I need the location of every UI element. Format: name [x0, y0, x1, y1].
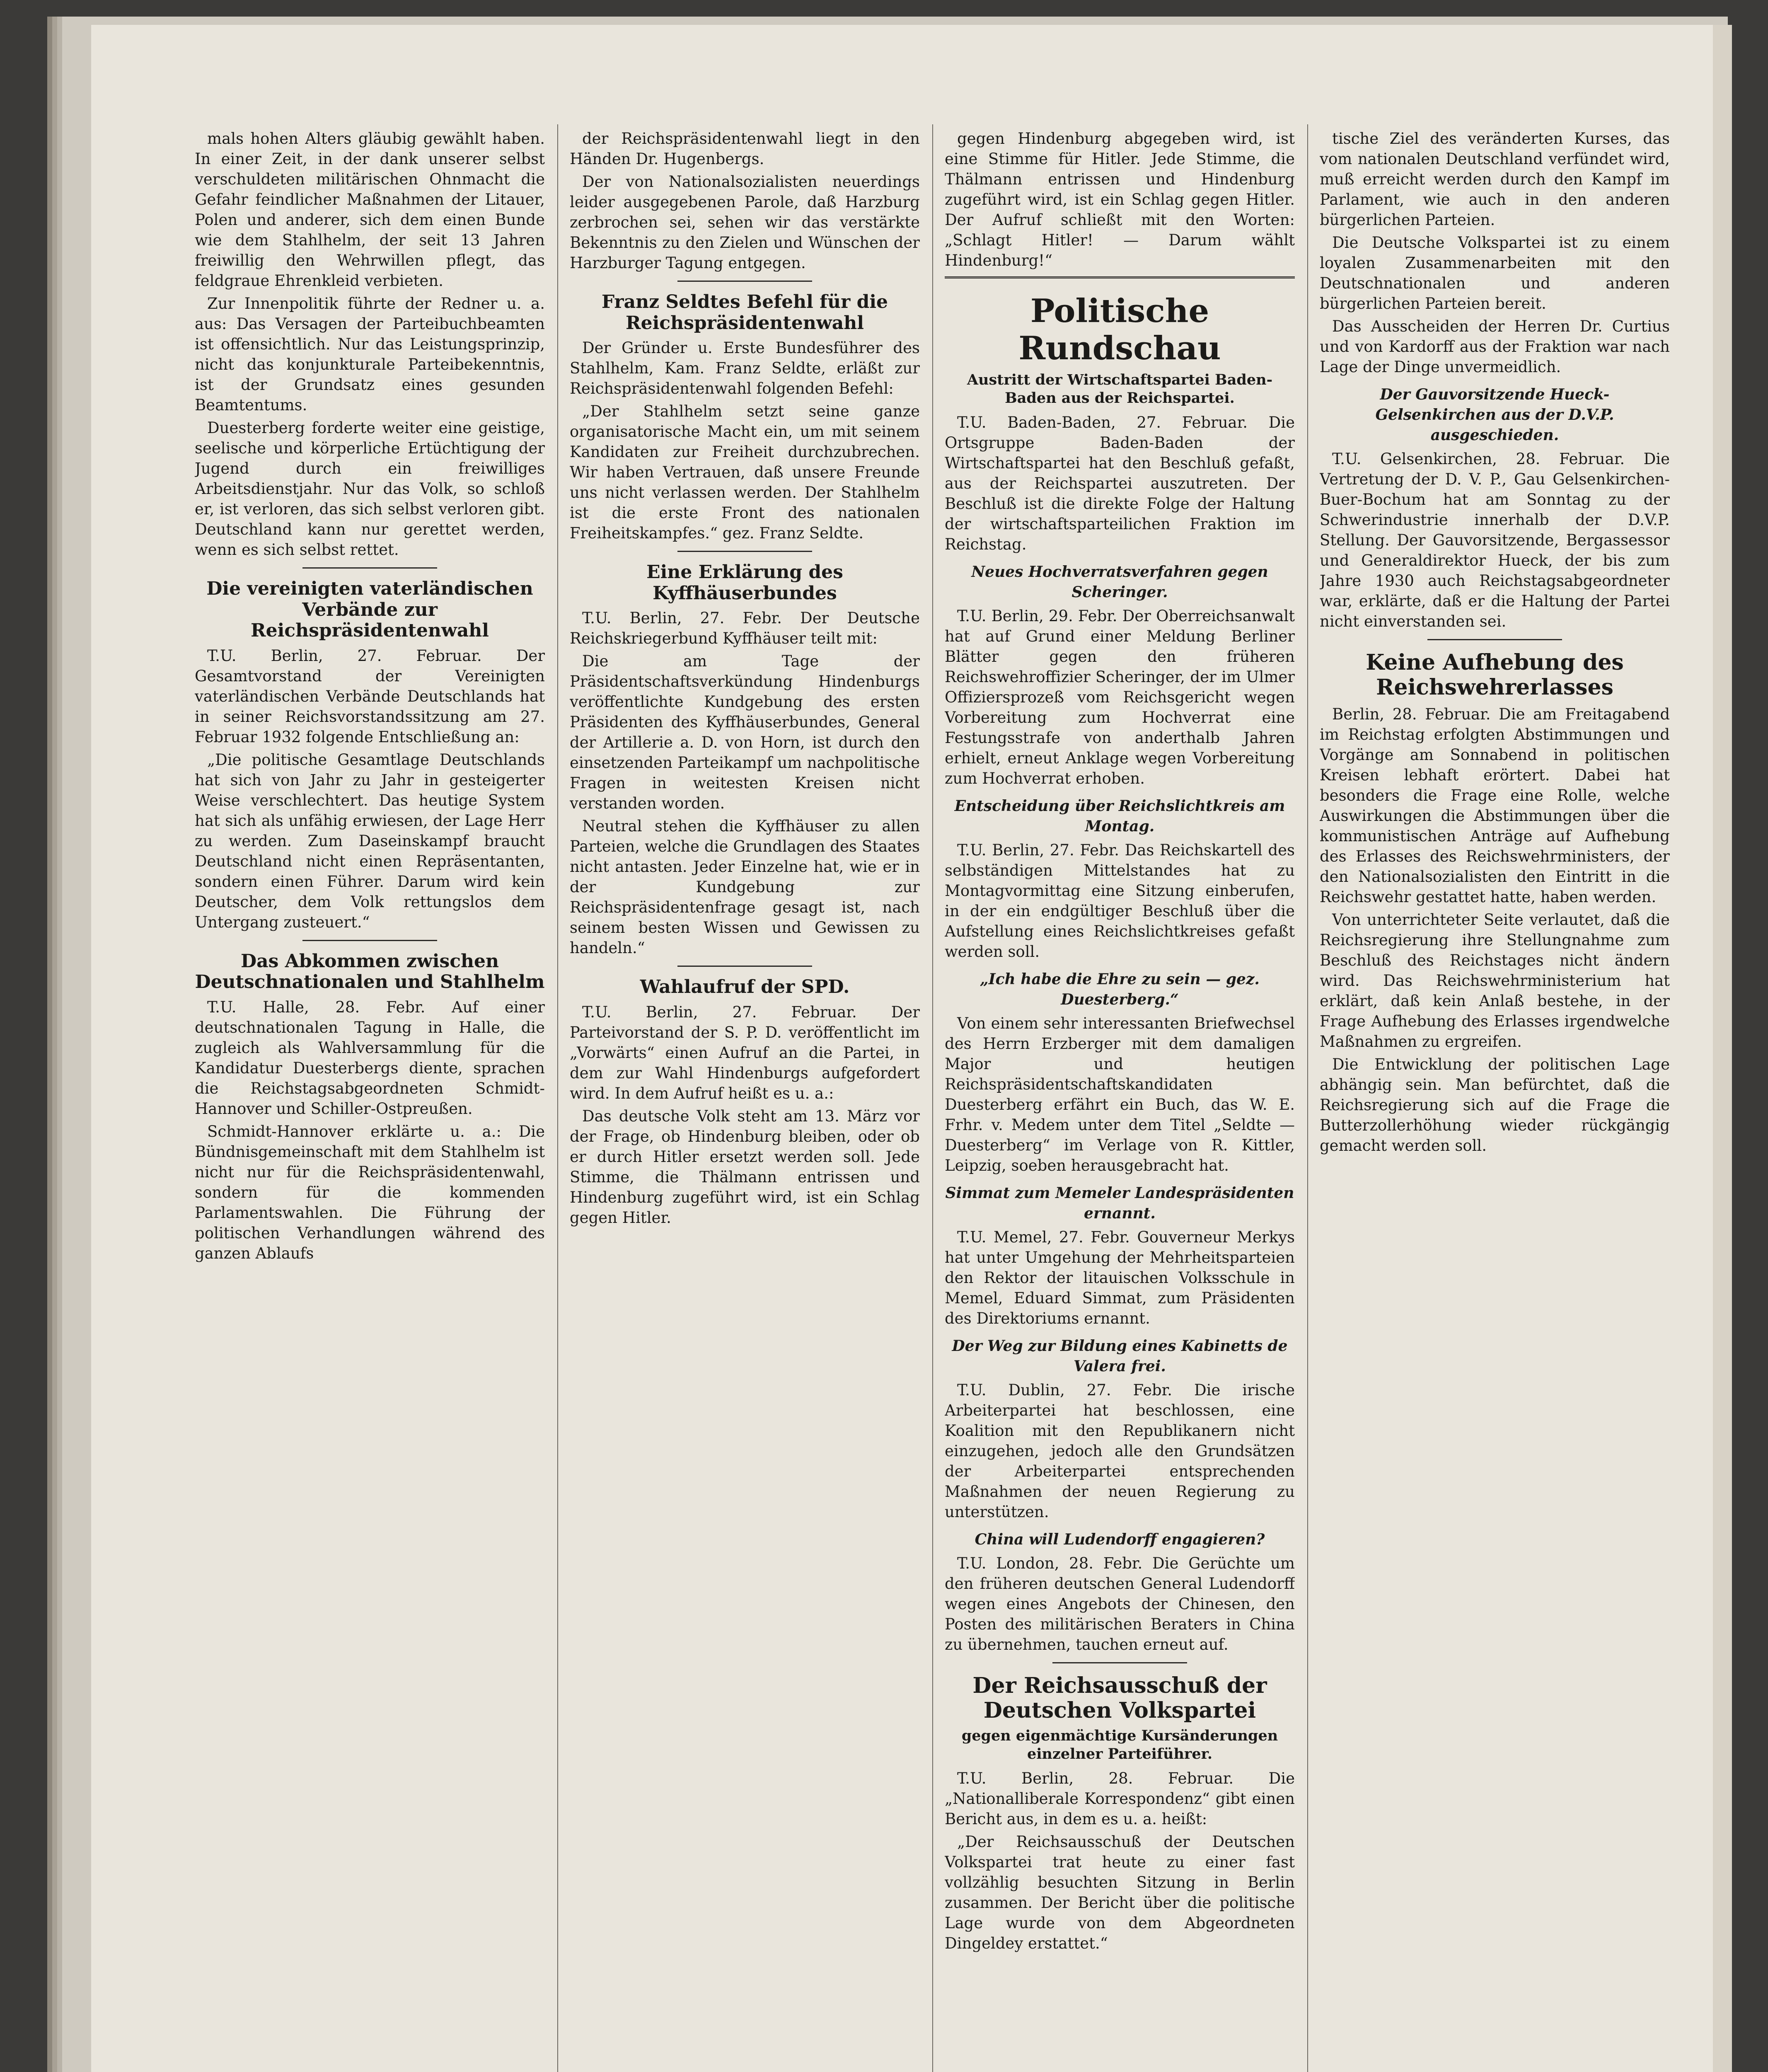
paragraph: Berlin, 28. Februar. Die am Freitagabend im Reichstag erfolgten Abstimmungen und Vorgänge am Sonnabend in politischen Kreisen lebhaft erörtert. Dabei hat besonders die Frage eine Rolle, welche Auswirkungen die Abstimmungen über die kommunistischen Anträge auf Aufhebung des Erlasses des Reichswehrministers, der den Nationalsozialisten den Eintritt in die Reichswehr gestattet hatte, haben werden.: [1320, 705, 1670, 906]
article-headline: Die vereinigten vaterländischen Verbände zur Reichspräsidentenwahl: [206, 578, 533, 641]
paragraph: Das deutsche Volk steht am 13. März vor der Frage, ob Hindenburg bleiben, oder ob er durch Hitler ersetzt werden soll. Jede Stimme, die Thälmann entrissen und Hindenburg zugeführt wird, ist ein Schlag gegen Hitler.: [570, 1107, 920, 1227]
paragraph: T.U. Berlin, 28. Februar. Die „Nationalliberale Korrespondenz“ gibt einen Bericht aus, in dem es u. a. heißt:: [945, 1769, 1295, 1828]
paragraph: T.U. Berlin, 27. Februar. Der Gesamtvorstand der Vereinigten vaterländischen Verbände Deutschlands hat in seiner Reichsvorstandssitzung am 27. Februar 1932 folgende Entschließung an:: [195, 646, 545, 746]
article-headline: Der Gauvorsitzende Hueck-Gelsenkirchen aus der D.V.P. ausgeschieden.: [1375, 386, 1614, 444]
article-headline: „Ich habe die Ehre zu sein — gez. Duesterberg.“: [980, 970, 1260, 1008]
paragraph: T.U. London, 28. Febr. Die Gerüchte um den früheren deutschen General Ludendorff wegen eines Angebots der Chinesen, den Posten des militärischen Beraters in China zu übernehmen, tauchen erneut auf.: [945, 1554, 1295, 1653]
article-headline: Der Weg zur Bildung eines Kabinetts de Valera frei.: [952, 1337, 1288, 1375]
paragraph: Der von Nationalsozialisten neuerdings leider ausgegebenen Parole, daß Harzburg zerbrochen sei, sehen wir das verstärkte Bekenntnis zu den Zielen und Wünschen der Harzburger Tagung entgegen.: [570, 173, 920, 272]
column-rule: [932, 124, 933, 2072]
article-headline: Neues Hochverratsverfahren gegen Scheringer.: [971, 563, 1268, 601]
separator: [677, 551, 812, 552]
paragraph: T.U. Berlin, 27. Febr. Das Reichskartell des selbständigen Mittelstandes hat zu Montagvormittag eine Sitzung einberufen, in der ein endgültiger Beschluß über die Aufstellung eines Reichslichtkreises gefaßt werden soll.: [945, 841, 1295, 961]
column-4: [1320, 128, 1670, 2072]
paragraph: Duesterberg forderte weiter eine geistige, seelische und körperliche Ertüchtigung der Jugend durch ein freiwilliges Arbeitsdienstjahr. Nur das Volk, so schloß er, ist verloren, das sich selbst verloren gibt. Deutschland kann nur gerettet werden, wenn es sich selbst rettet.: [195, 419, 545, 559]
paragraph: T.U. Dublin, 27. Febr. Die irische Arbeiterpartei hat beschlossen, eine Koalition mit den Republikanern nicht einzugehen, jedoch alle den Grundsätzen der Arbeiterpartei entsprechenden Maßnahmen der neuen Regierung zu unterstützen.: [945, 1381, 1295, 1521]
paragraph: T.U. Halle, 28. Febr. Auf einer deutschnationalen Tagung in Halle, die zugleich als Wahlversammlung für die Kandidatur Duesterbergs diente, sprachen die Reichstagsabgeordneten Schmidt-Hannover und Schiller-Ostpreußen.: [195, 998, 545, 1118]
article-headline: Wahlaufruf der SPD.: [640, 976, 850, 998]
separator: [677, 281, 812, 282]
article-headline: Simmat zum Memeler Landespräsidenten ernannt.: [945, 1184, 1294, 1222]
paragraph: T.U. Memel, 27. Febr. Gouverneur Merkys hat unter Umgehung der Mehrheitsparteien den Rektor der litauischen Volksschule in Memel, Eduard Simmat, zum Präsidenten des Direktoriums ernannt.: [945, 1228, 1295, 1327]
paragraph: T.U. Baden-Baden, 27. Februar. Die Ortsgruppe Baden-Baden der Wirtschaftspartei hat den Beschluß gefaßt, aus der Reichspartei auszutreten. Der Beschluß ist die direkte Folge der Haltung der wirtschaftsparteilichen Fraktion im Reichstag.: [945, 413, 1295, 553]
paragraph: gegen Hindenburg abgegeben wird, ist eine Stimme für Hitler. Jede Stimme, die Thälmann entrissen und Hindenburg zugeführt wird, ist ein Schlag gegen Hitler. Der Aufruf schließt mit den Worten: „Schlagt Hitler! — Darum wählt Hindenburg!“: [945, 130, 1295, 269]
article-subheadline: Austritt der Wirtschaftspartei Baden-Baden aus der Reichspartei.: [967, 371, 1273, 407]
article-headline: Franz Seldtes Befehl für die Reichspräsidentenwahl: [601, 291, 888, 334]
section-rule: [945, 276, 1295, 283]
paragraph: Der Gründer u. Erste Bundesführer des Stahlhelm, Kam. Franz Seldte, erläßt zur Reichspräsidentenwahl folgenden Befehl:: [570, 339, 920, 398]
paragraph: Die Entwicklung der politischen Lage abhängig sein. Man befürchtet, daß die Reichsregierung sich auf die Frage die Butterzollerhöhung wieder rückgängig gemacht werden soll.: [1320, 1055, 1670, 1155]
column-rule: [1307, 124, 1308, 2072]
separator: [302, 567, 437, 569]
paragraph: Schmidt-Hannover erklärte u. a.: Die Bündnisgemeinschaft mit dem Stahlhelm ist nicht nur für die Reichspräsidentenwahl, sondern für die kommenden Parlamentswahlen. Die Führung der politischen Verhandlungen während des ganzen Ablaufs: [195, 1122, 545, 1262]
paragraph: T.U. Berlin, 27. Febr. Der Deutsche Reichskriegerbund Kyffhäuser teilt mit:: [570, 609, 920, 648]
page-edge: [1713, 25, 1732, 2072]
column-rule: [557, 124, 558, 2072]
paragraph: Die am Tage der Präsidentschaftsverkündung Hindenburgs veröffentlichte Kundgebung des ersten Präsidenten des Kyffhäuserbundes, General der Artillerie a. D. von Horn, ist durch den einsetzenden Parteikampf um nachpolitische Fragen in weitesten Kreisen nicht verstanden worden.: [570, 652, 920, 813]
paragraph: Zur Innenpolitik führte der Redner u. a. aus: Das Versagen der Parteibuchbeamten ist offensichtlich. Nur das Leistungsprinzip, nicht das konjunkturale Parteibekenntnis, ist der Grundsatz eines gesunden Beamtentums.: [195, 295, 545, 414]
article-headline: Das Abkommen zwischen Deutschnationalen und Stahlhelm: [195, 950, 545, 993]
article-headline: Der Reichsausschuß der Deutschen Volkspartei: [972, 1673, 1267, 1723]
separator: [302, 940, 437, 941]
column-2: [570, 128, 920, 2072]
paragraph: T.U. Gelsenkirchen, 28. Februar. Die Vertretung der D. V. P., Gau Gelsenkirchen-Buer-Bochum hat am Sonntag zu der Schwerindustrie innerhalb der D.V.P. Stellung. Der Gauvorsitzende, Bergassessor und Generaldirektor Hueck, der bis zum Jahre 1930 auch Reichstagsabgeordneter war, erklärte, daß er die Haltung der Partei nicht einverstanden sei.: [1320, 450, 1670, 630]
article-headline: Eine Erklärung des Kyffhäuserbundes: [646, 562, 843, 604]
article-headline: Keine Aufhebung des Reichswehrerlasses: [1366, 650, 1624, 700]
paragraph: Von einem sehr interessanten Briefwechsel des Herrn Erzberger mit dem damaligen Major und heutigen Reichspräsidentschaftskandidaten Duesterberg erfährt ein Buch, das W. E. Frhr. v. Medem unter dem Titel „Seldte — Duesterberg“ im Verlage von R. Kittler, Leipzig, soeben herausgebracht hat.: [945, 1014, 1295, 1174]
newspaper-page: [91, 25, 1732, 2072]
column-3: [945, 128, 1295, 2072]
paragraph: „Die politische Gesamtlage Deutschlands hat sich von Jahr zu Jahr in gesteigerter Weise verschlechtert. Das heutige System hat sich als unfähig erwiesen, der Lage Herr zu werden. Zum Daseinskampf braucht Deutschland nicht einen Repräsentanten, sondern einen Führer. Darum wird kein Deutscher, dem Volk rettungslos dem Untergang zusteuert.“: [195, 750, 545, 931]
article-subheadline: gegen eigenmächtige Kursänderungen einzelner Parteiführer.: [961, 1727, 1278, 1763]
paragraph: der Reichspräsidentenwahl liegt in den Händen Dr. Hugenbergs.: [570, 130, 920, 168]
paragraph: Die Deutsche Volkspartei ist zu einem loyalen Zusammenarbeiten mit den Deutschnationalen und anderen bürgerlichen Parteien bereit.: [1320, 234, 1670, 312]
paragraph: T.U. Berlin, 29. Febr. Der Oberreichsanwalt hat auf Grund einer Meldung Berliner Blätter gegen den früheren Reichswehroffizier Scheringer, der im Ulmer Offiziersprozeß vom Reichsgericht wegen Vorbereitung zum Hochverrat eine Festungsstrafe von anderthalb Jahren erhielt, erneut Anklage wegen Vorbereitung zum Hochverrat erhoben.: [945, 607, 1295, 787]
section-headline: Politische Rundschau: [1018, 292, 1221, 367]
article-headline: Entscheidung über Reichslichtkreis am Montag.: [954, 797, 1285, 835]
column-1: [195, 128, 545, 2072]
paragraph: Das Ausscheiden der Herren Dr. Curtius und von Kardorff aus der Fraktion war nach Lage der Dinge unvermeidlich.: [1320, 317, 1670, 376]
separator: [1052, 1662, 1187, 1663]
paragraph: „Der Stahlhelm setzt seine ganze organisatorische Macht ein, um mit seinem Kandidaten zur Freiheit durchzubrechen. Wir haben Vertrauen, daß unsere Freunde uns nicht verlassen werden. Der Stahlhelm ist die erste Front des nationalen Freiheitskampfes.“ gez. Franz Seldte.: [570, 402, 920, 542]
paragraph: Von unterrichteter Seite verlautet, daß die Reichsregierung ihre Stellungnahme zum Beschluß des Reichstages nicht ändern wird. Das Reichswehrministerium hat erklärt, daß kein Anlaß bestehe, in der Frage Aufhebung des Erlasses irgendwelche Maßnahmen zu ergreifen.: [1320, 910, 1670, 1051]
separator: [1427, 639, 1562, 640]
paragraph: Neutral stehen die Kyffhäuser zu allen Parteien, welche die Grundlagen des Staates nicht antasten. Jeder Einzelne hat, wie er in der Kundgebung zur Reichspräsidentenfrage gesagt ist, nach seinem besten Wissen und Gewissen zu handeln.“: [570, 817, 920, 957]
separator: [677, 966, 812, 967]
article-headline: China will Ludendorff engagieren?: [975, 1530, 1265, 1548]
paragraph: mals hohen Alters gläubig gewählt haben. In einer Zeit, in der dank unserer selbst verschuldeten militärischen Ohnmacht die Gefahr feindlicher Maßnahmen der Litauer, Polen und anderer, sich dem einen Bunde wie dem Stahlhelm, der seit 13 Jahren freiwillig den Wehrwillen pflegt, das feldgraue Ehrenkleid verbieten.: [195, 130, 545, 290]
paragraph: T.U. Berlin, 27. Februar. Der Parteivorstand der S. P. D. veröffentlicht im „Vorwärts“ einen Aufruf an die Partei, in dem zur Wahl Hindenburgs aufgefordert wird. In dem Aufruf heißt es u. a.:: [570, 1003, 920, 1102]
paragraph: tische Ziel des veränderten Kurses, das vom nationalen Deutschland verfündet wird, muß erreicht werden durch den Kampf im Parlament, wie auch in den anderen bürgerlichen Parteien.: [1320, 130, 1670, 229]
paragraph: „Der Reichsausschuß der Deutschen Volkspartei trat heute zu einer fast vollzählig besuchten Sitzung in Berlin zusammen. Der Bericht über die politische Lage wurde von dem Abgeordneten Dingeldey erstattet.“: [945, 1832, 1295, 1952]
